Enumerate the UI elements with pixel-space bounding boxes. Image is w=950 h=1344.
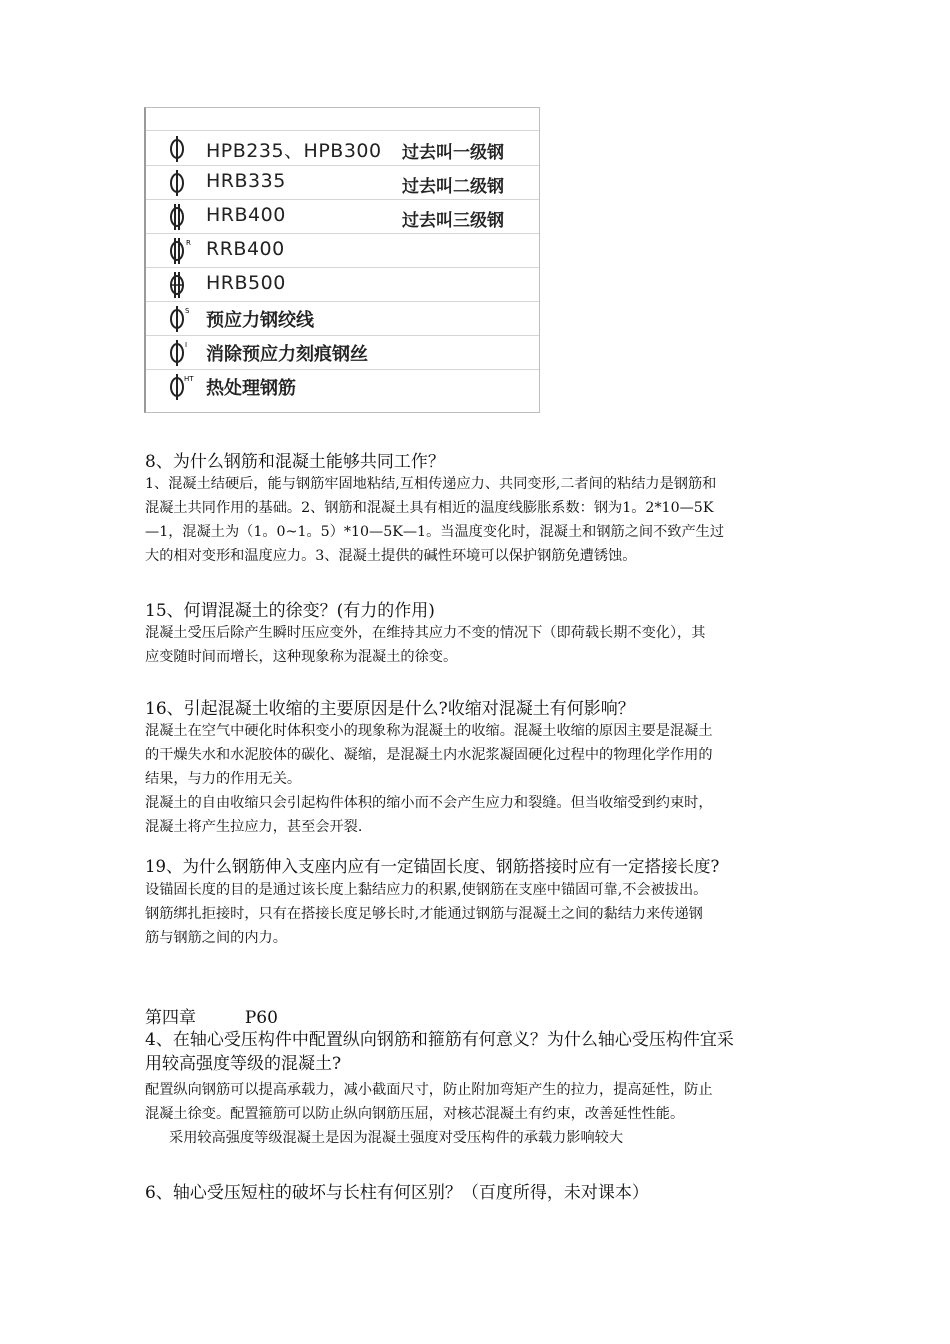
question-16-title: 16、引起混凝土收缩的主要原因是什么?收缩对混凝土有何影响？ — [145, 699, 635, 719]
symbol-superscript: R — [186, 239, 191, 247]
answer-line: 1、混凝土结硬后，能与钢筋牢固地粘结,互相传递应力、共同变形,二者间的粘结力是钢筋和 — [145, 476, 717, 492]
answer-line: 应变随时间而增长，这种现象称为混凝土的徐变。 — [145, 649, 458, 665]
phi-symbol-icon — [164, 305, 200, 333]
title-line: 用较高强度等级的混凝土? — [145, 1054, 342, 1074]
answer-line: 混凝土共同作用的基础。2、钢筋和混凝土具有相近的温度线膨胀系数：钢为1。2*10—5K — [145, 500, 714, 516]
table-header-row — [146, 108, 539, 131]
question-19-answer — [145, 878, 813, 950]
table-row — [146, 165, 539, 200]
phi-symbol-icon — [164, 339, 200, 367]
steel-grade-table — [144, 107, 540, 413]
steel-code: HRB400 — [206, 204, 286, 226]
chapter-page: P60 — [244, 1008, 278, 1028]
phi-triple-bar-icon — [164, 271, 200, 299]
symbol-superscript: HT — [184, 375, 194, 383]
table-row — [146, 233, 539, 268]
phi-symbol-icon — [164, 135, 200, 163]
question-15-answer — [145, 621, 813, 669]
answer-line: 混凝土将产生拉应力，甚至会开裂. — [145, 819, 363, 835]
answer-line: 配置纵向钢筋可以提高承载力，减小截面尺寸，防止附加弯矩产生的拉力，提高延性，防止 — [145, 1082, 713, 1098]
answer-line: 设锚固长度的目的是通过该长度上黏结应力的积累,使钢筋在支座中锚固可靠,不会被拔出。 — [145, 882, 708, 898]
question-15-title: 15、何谓混凝土的徐变？(有力的作用) — [145, 601, 435, 621]
table-row — [146, 199, 539, 234]
table-row — [146, 369, 539, 403]
steel-code: HRB500 — [206, 272, 286, 294]
question-6-title: 6、轴心受压短柱的破坏与长柱有何区别？（百度所得，未对课本） — [145, 1183, 649, 1203]
table-row — [146, 267, 539, 302]
question-8-answer — [145, 472, 813, 568]
answer-line: 钢筋绑扎拒接时，只有在搭接长度足够长时,才能通过钢筋与混凝土之间的黏结力来传递钢 — [145, 906, 703, 922]
phi-double-bar-icon — [164, 237, 200, 265]
chapter-name: 第四章 — [145, 1008, 196, 1028]
answer-line: 结果，与力的作用无关。 — [145, 771, 302, 787]
symbol-superscript: S — [185, 307, 190, 315]
steel-code: 消除预应力刻痕钢丝 — [206, 344, 368, 365]
phi-double-bar-icon — [164, 203, 200, 231]
answer-line: 大的相对变形和温度应力。3、混凝土提供的碱性环境可以保护钢筋免遭锈蚀。 — [145, 548, 637, 564]
symbol-superscript: I — [185, 341, 188, 349]
question-16-answer — [145, 719, 813, 839]
chapter-heading — [145, 1003, 278, 1028]
steel-code: HPB235、HPB300 — [206, 140, 382, 162]
question-4-title — [145, 1028, 734, 1076]
answer-line: 筋与钢筋之间的内力。 — [145, 930, 287, 946]
answer-line: 的干燥失水和水泥胶体的碳化、凝缩，是混凝土内水泥浆凝固硬化过程中的物理化学作用的 — [145, 747, 713, 763]
answer-line: 混凝土徐变。配置箍筋可以防止纵向钢筋压屈，对核芯混凝土有约束，改善延性性能。 — [145, 1106, 685, 1122]
steel-code: RRB400 — [206, 238, 285, 260]
answer-line: 采用较高强度等级混凝土是因为混凝土强度对受压构件的承载力影响较大 — [169, 1130, 624, 1146]
steel-code: 热处理钢筋 — [206, 378, 296, 399]
table-row — [146, 131, 539, 166]
steel-note: 过去叫一级钢 — [402, 143, 504, 163]
steel-note: 过去叫三级钢 — [402, 211, 504, 231]
steel-code: HRB335 — [206, 170, 286, 192]
phi-symbol-icon — [164, 169, 200, 197]
question-19-title: 19、为什么钢筋伸入支座内应有一定锚固长度、钢筋搭接时应有一定搭接长度? — [145, 857, 720, 876]
question-4-answer — [145, 1078, 813, 1150]
table-row — [146, 335, 539, 370]
question-8-title: 8、为什么钢筋和混凝土能够共同工作？ — [145, 452, 445, 472]
answer-line: 混凝土受压后除产生瞬时压应变外，在维持其应力不变的情况下（即荷载长期不变化），其 — [145, 625, 706, 641]
table-row — [146, 301, 539, 336]
steel-code: 预应力钢绞线 — [206, 310, 314, 331]
title-line: 4、在轴心受压构件中配置纵向钢筋和箍筋有何意义？为什么轴心受压构件宜采 — [145, 1030, 734, 1050]
answer-line: 混凝土在空气中硬化时体积变小的现象称为混凝土的收缩。混凝土收缩的原因主要是混凝土 — [145, 723, 713, 739]
steel-note: 过去叫二级钢 — [402, 177, 504, 197]
answer-line: 混凝土的自由收缩只会引起构件体积的缩小而不会产生应力和裂缝。但当收缩受到约束时， — [145, 795, 713, 811]
phi-symbol-icon — [164, 373, 200, 401]
answer-line: —1，混凝土为（1。0~1。5）*10—5K—1。当温度变化时，混凝土和钢筋之间不致产生过 — [145, 524, 725, 540]
